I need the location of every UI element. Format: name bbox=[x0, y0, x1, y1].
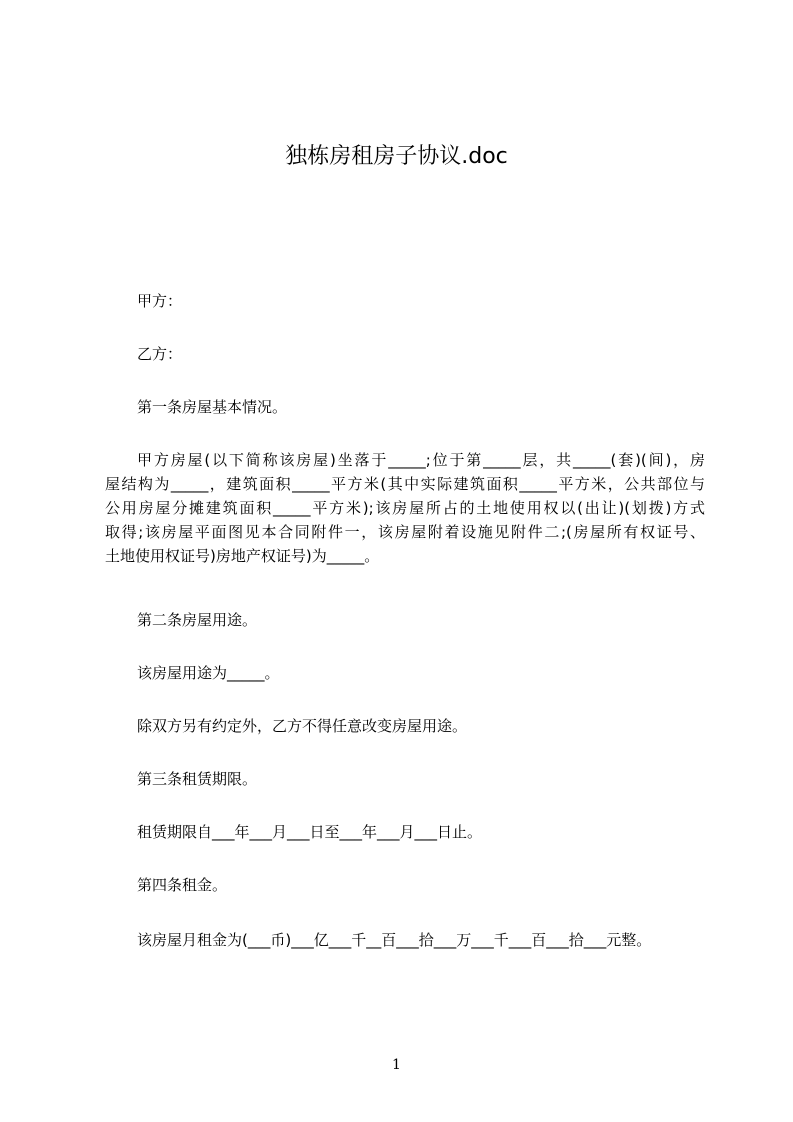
party-a-label: 甲方： bbox=[137, 292, 183, 310]
clause4-rent: 该房屋月租金为(___币)___亿___千__百___拾___万___千___百___拾___元整。 bbox=[137, 931, 652, 949]
clause4-heading: 第四条租金。 bbox=[137, 876, 228, 894]
clause2-heading: 第二条房屋用途。 bbox=[137, 611, 258, 629]
clause1-line-5: 土地使用权证号)房地产权证号)为_____。 bbox=[105, 547, 380, 565]
clause3-term: 租赁期限自___年___月___日至___年___月___日止。 bbox=[137, 823, 483, 841]
party-b-label: 乙方： bbox=[137, 345, 183, 363]
document-title: 独栋房租房子协议.doc bbox=[285, 144, 508, 169]
page-number: 1 bbox=[392, 1057, 401, 1073]
clause1-body bbox=[105, 448, 705, 568]
clause1-line-1: 甲方房屋(以下简称该房屋)坐落于_____;位于第_____层，共_____(套)(间)，房 bbox=[137, 451, 705, 469]
clause1-line-4: 取得;该房屋平面图见本合同附件一，该房屋附着设施见附件二;(房屋所有权证号、 bbox=[105, 523, 705, 541]
clause2-restriction: 除双方另有约定外，乙方不得任意改变房屋用途。 bbox=[137, 717, 468, 735]
clause2-usage: 该房屋用途为_____。 bbox=[137, 664, 280, 682]
clause1-heading: 第一条房屋基本情况。 bbox=[137, 398, 288, 416]
clause3-heading: 第三条租赁期限。 bbox=[137, 770, 258, 788]
clause1-line-3: 公用房屋分摊建筑面积_____平方米);该房屋所占的土地使用权以(出让)(划拨)方式 bbox=[105, 499, 705, 517]
clause1-line-2: 屋结构为_____，建筑面积_____平方米(其中实际建筑面积_____平方米，公共部位与 bbox=[105, 475, 705, 493]
